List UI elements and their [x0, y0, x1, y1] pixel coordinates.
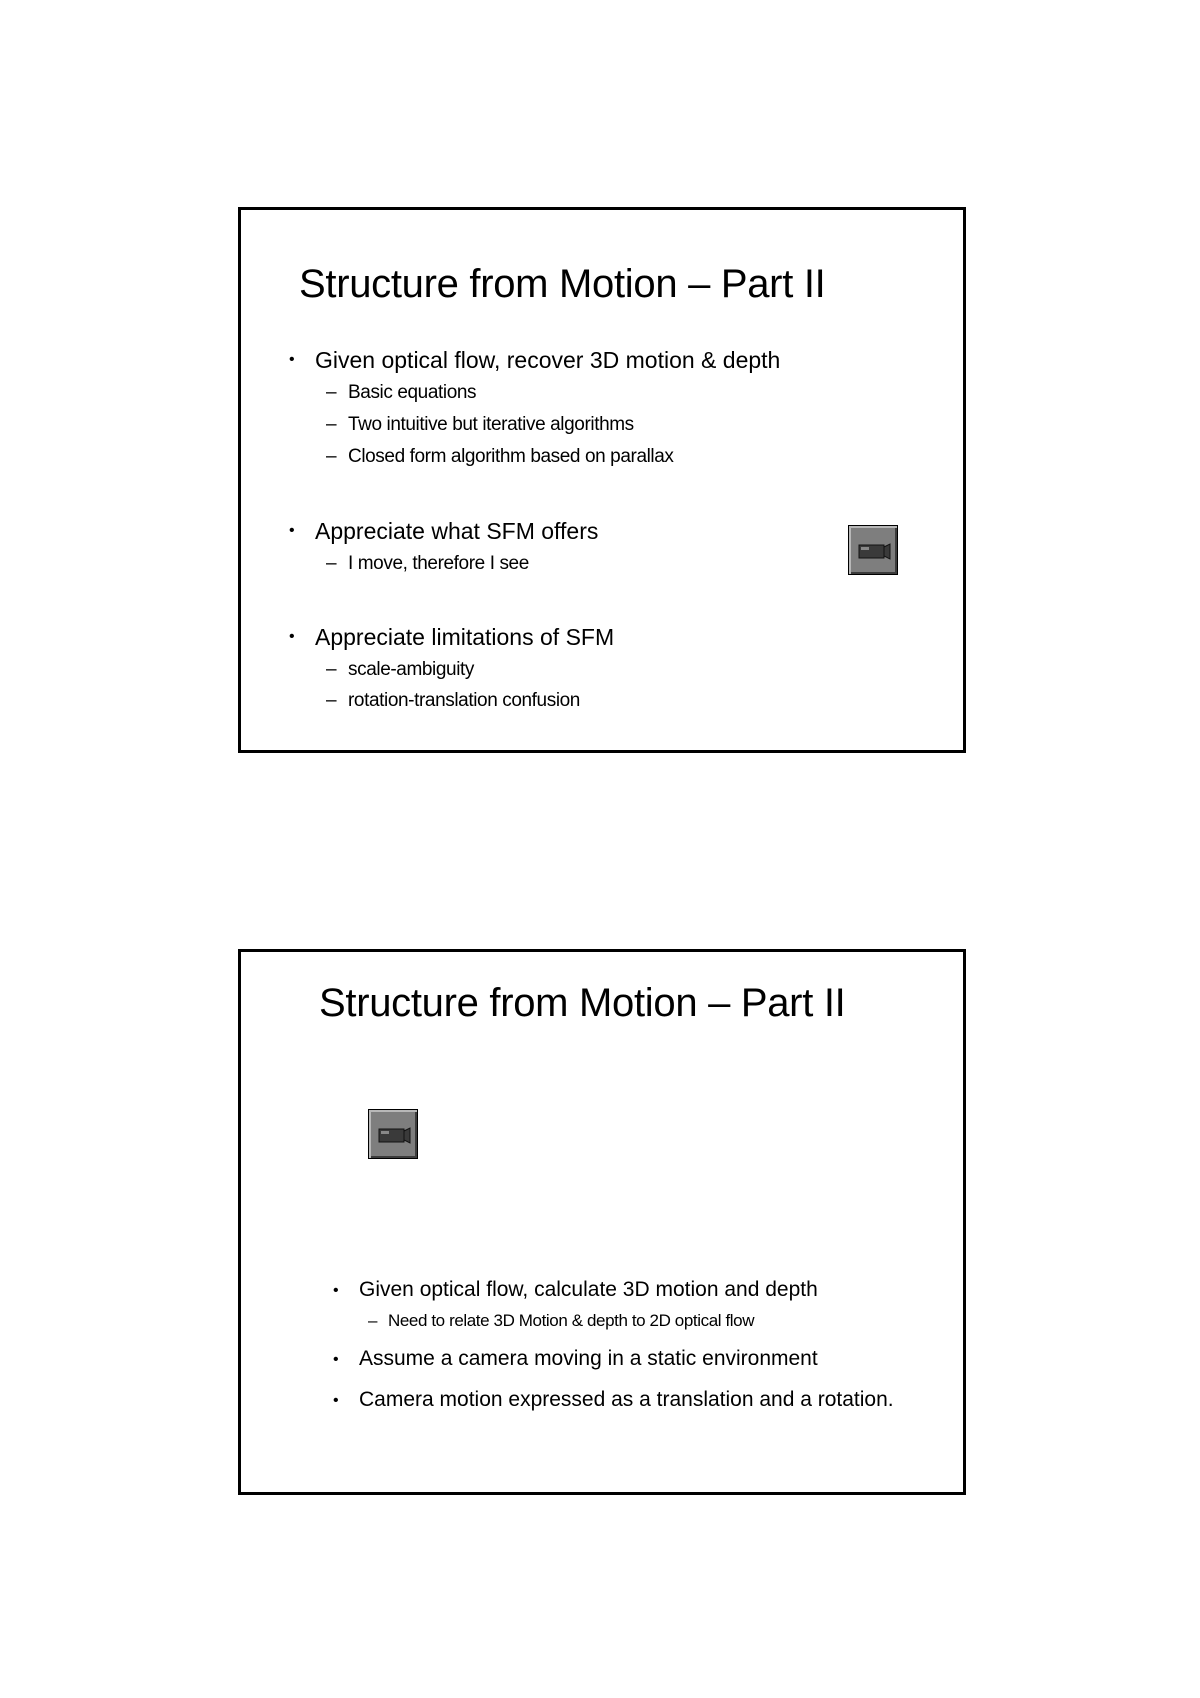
dash-marker: –: [326, 659, 337, 680]
sub-bullet-text: scale-ambiguity: [348, 659, 474, 680]
bullet-text: Given optical flow, calculate 3D motion and depth: [359, 1278, 818, 1301]
bullet-text: Appreciate limitations of SFM: [315, 624, 615, 650]
slide-title: Structure from Motion – Part II: [299, 262, 826, 306]
bullet-text: Camera motion expressed as a translation and a rotation.: [359, 1388, 894, 1411]
bullet-marker: •: [289, 351, 295, 368]
slide-1: [238, 207, 966, 753]
bullet-text: Appreciate what SFM offers: [315, 518, 599, 544]
bullet-marker: •: [333, 1392, 339, 1409]
bullet-marker: •: [289, 522, 295, 539]
sub-bullet-text: Basic equations: [348, 382, 477, 403]
sub-bullet-text: rotation-translation confusion: [348, 690, 580, 711]
bullet-text: Given optical flow, recover 3D motion & depth: [315, 347, 781, 373]
dash-marker: –: [326, 553, 337, 574]
dash-marker: –: [326, 414, 337, 435]
sub-bullet-text: Two intuitive but iterative algorithms: [348, 414, 634, 435]
bullet-marker: •: [289, 628, 295, 645]
dash-marker: –: [326, 446, 337, 467]
bullet-marker: •: [333, 1351, 339, 1368]
slide-title: Structure from Motion – Part II: [319, 981, 846, 1025]
bullet-marker: •: [333, 1282, 339, 1299]
slide-2: [238, 949, 966, 1495]
dash-marker: –: [368, 1311, 378, 1330]
sub-bullet-text: Need to relate 3D Motion & depth to 2D optical flow: [388, 1311, 755, 1330]
bullet-text: Assume a camera moving in a static environment: [359, 1347, 818, 1370]
sub-bullet-text: Closed form algorithm based on parallax: [348, 446, 674, 467]
dash-marker: –: [326, 382, 337, 403]
dash-marker: –: [326, 690, 337, 711]
sub-bullet-text: I move, therefore I see: [348, 553, 529, 574]
video-camera-icon[interactable]: [848, 525, 898, 575]
video-camera-icon[interactable]: [368, 1109, 418, 1159]
